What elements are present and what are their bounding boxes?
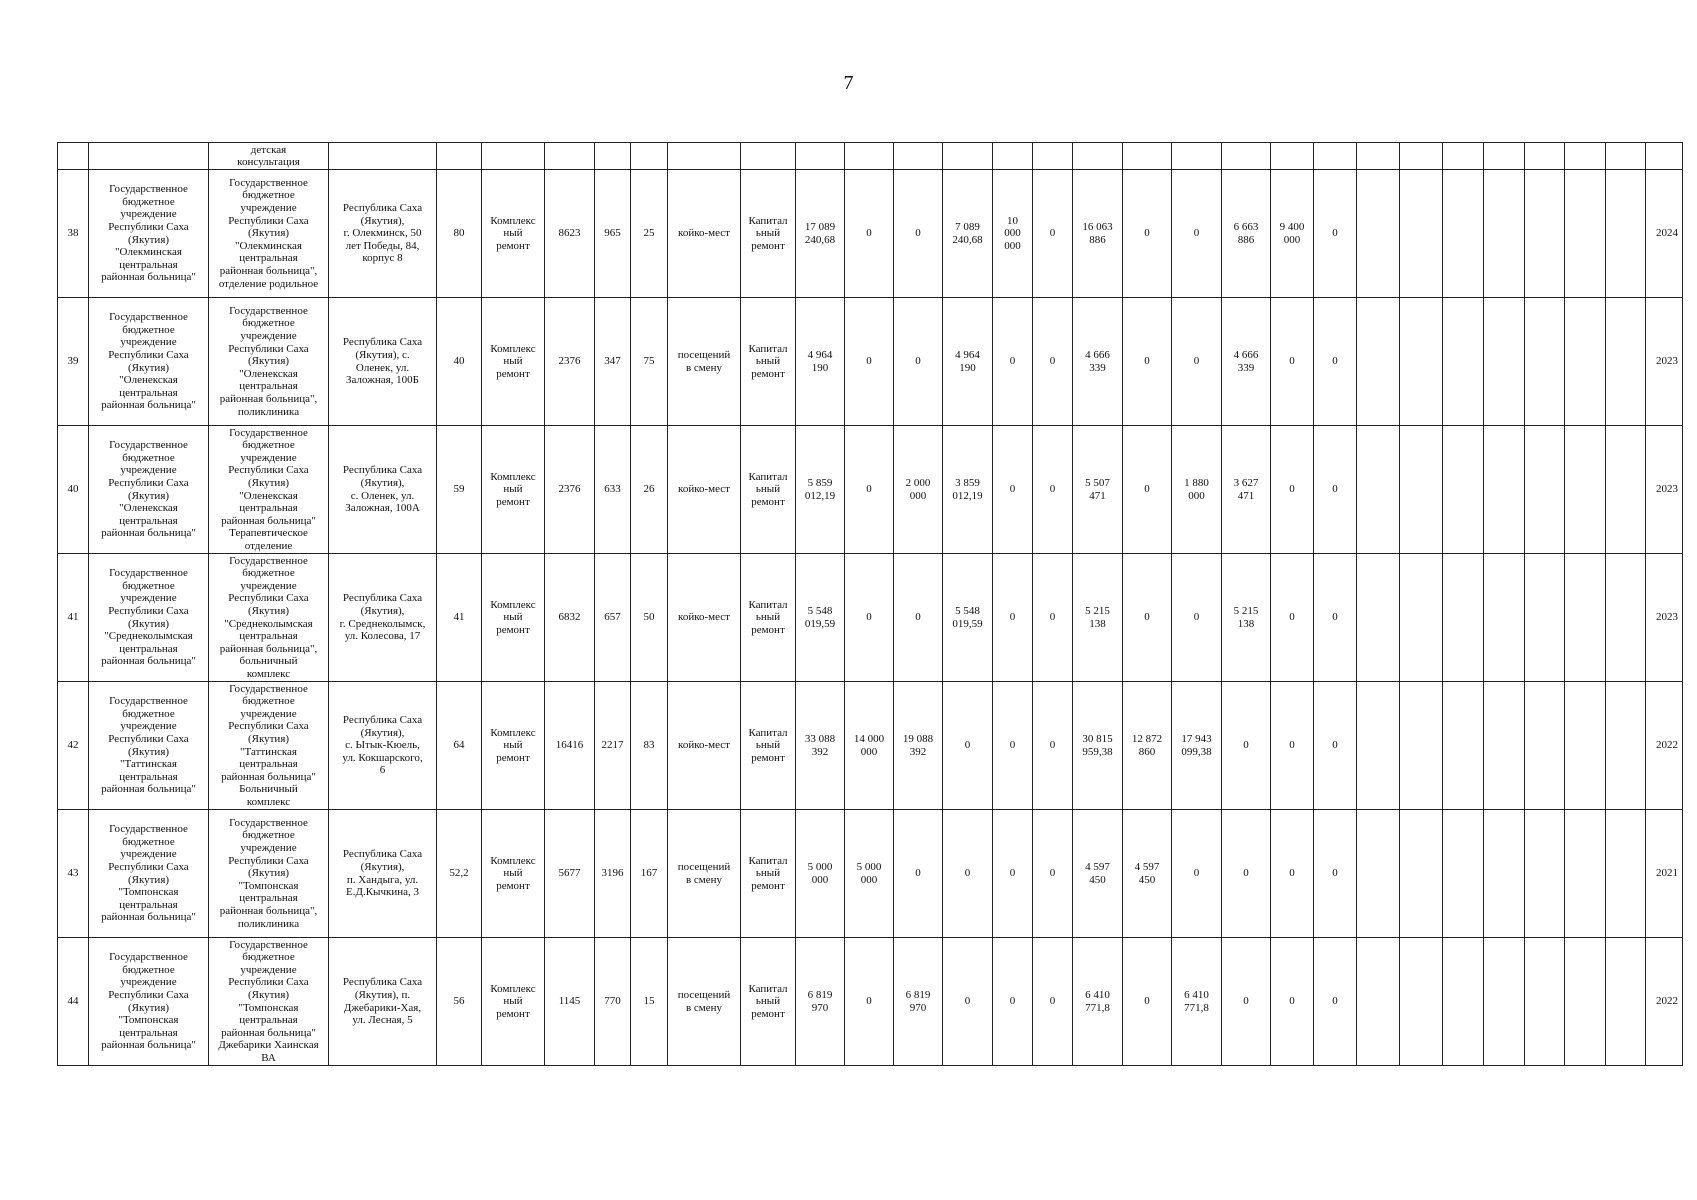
cell-empty (741, 143, 796, 170)
cell-amount: 5 548 019,59 (943, 554, 993, 682)
cell-capacity: 40 (437, 298, 482, 426)
cell-empty (1400, 682, 1443, 810)
cell-amount: 0 (943, 938, 993, 1066)
cell-capacity: 59 (437, 426, 482, 554)
cell-year: 2023 (1646, 426, 1683, 554)
cell-empty (1271, 143, 1314, 170)
cell-empty (1357, 554, 1400, 682)
cell-facility-continued: детская консультация (209, 143, 329, 170)
cell-amount: 0 (1314, 298, 1357, 426)
cell-amount: 0 (1123, 170, 1172, 298)
cell-empty (1606, 298, 1646, 426)
cell-empty (89, 143, 209, 170)
cell-empty (1606, 554, 1646, 682)
cell-amount: 0 (1033, 170, 1073, 298)
cell-empty (1646, 143, 1683, 170)
cell-empty (1525, 143, 1565, 170)
cell-amount: 4 597 450 (1123, 810, 1172, 938)
cell-empty (1484, 298, 1525, 426)
cell-empty (1565, 810, 1606, 938)
cell-amount: 7 089 240,68 (943, 170, 993, 298)
cell-amount: 0 (1314, 938, 1357, 1066)
cell-area: 2376 (545, 298, 595, 426)
cell-organization: Государственное бюджетное учреждение Республики Саха (Якутия) "Таттинская центральная районная больница" (89, 682, 209, 810)
cell-empty (1443, 170, 1484, 298)
cell-amount: 1 880 000 (1172, 426, 1222, 554)
cell-amount: 5 859 012,19 (796, 426, 845, 554)
cell-empty (329, 143, 437, 170)
cell-amount: 5 000 000 (796, 810, 845, 938)
cell-empty (1525, 682, 1565, 810)
cell-empty (595, 143, 631, 170)
cell-repair-type: Капитал ьный ремонт (741, 554, 796, 682)
cell-organization: Государственное бюджетное учреждение Республики Саха (Якутия) "Оленекская центральная районная больница" (89, 298, 209, 426)
cell-empty (1525, 170, 1565, 298)
cell-address: Республика Саха (Якутия), с. Оленек, ул. Заложная, 100Б (329, 298, 437, 426)
cell-empty (1484, 426, 1525, 554)
cell-amount: 0 (1271, 682, 1314, 810)
cell-amount: 19 088 392 (894, 682, 943, 810)
cell-unit: койко-мест (668, 426, 741, 554)
cell-empty (1565, 938, 1606, 1066)
cell-row-number: 41 (58, 554, 89, 682)
cell-empty (1484, 143, 1525, 170)
cell-organization: Государственное бюджетное учреждение Республики Саха (Якутия) "Томпонская центральная районная больница" (89, 938, 209, 1066)
cell-amount: 17 943 099,38 (1172, 682, 1222, 810)
cell-empty (58, 143, 89, 170)
cell-empty (1123, 143, 1172, 170)
cell-amount: 5 215 138 (1073, 554, 1123, 682)
table-row (58, 298, 1683, 426)
cell-amount: 0 (1033, 298, 1073, 426)
cell-year: 2021 (1646, 810, 1683, 938)
cell-empty (1525, 938, 1565, 1066)
cell-amount: 0 (1033, 426, 1073, 554)
cell-facility: Государственное бюджетное учреждение Республики Саха (Якутия) "Оленекская центральная районная больница", поликлиника (209, 298, 329, 426)
table-row (58, 170, 1683, 298)
cell-amount: 4 964 190 (796, 298, 845, 426)
cell-empty (1565, 143, 1606, 170)
cell-value-1: 3196 (595, 810, 631, 938)
cell-unit: койко-мест (668, 170, 741, 298)
cell-row-number: 43 (58, 810, 89, 938)
cell-amount: 0 (943, 810, 993, 938)
cell-work-type: Комплекс ный ремонт (482, 938, 545, 1066)
cell-empty (796, 143, 845, 170)
cell-empty (437, 143, 482, 170)
cell-empty (1400, 810, 1443, 938)
cell-amount: 0 (845, 170, 894, 298)
cell-empty (1443, 143, 1484, 170)
cell-amount: 0 (1314, 682, 1357, 810)
cell-empty (1357, 810, 1400, 938)
cell-amount: 0 (1172, 298, 1222, 426)
cell-empty (1172, 143, 1222, 170)
cell-amount: 5 215 138 (1222, 554, 1271, 682)
cell-amount: 10 000 000 (993, 170, 1033, 298)
cell-amount: 0 (993, 426, 1033, 554)
table-body (58, 143, 1683, 1066)
cell-capacity: 52,2 (437, 810, 482, 938)
cell-year: 2022 (1646, 682, 1683, 810)
cell-work-type: Комплекс ный ремонт (482, 426, 545, 554)
cell-repair-type: Капитал ьный ремонт (741, 938, 796, 1066)
cell-area: 1145 (545, 938, 595, 1066)
cell-amount: 4 597 450 (1073, 810, 1123, 938)
cell-address: Республика Саха (Якутия), г. Среднеколымск, ул. Колесова, 17 (329, 554, 437, 682)
cell-amount: 0 (993, 298, 1033, 426)
cell-unit: посещений в смену (668, 810, 741, 938)
cell-empty (1484, 682, 1525, 810)
cell-amount: 0 (1222, 938, 1271, 1066)
cell-amount: 6 663 886 (1222, 170, 1271, 298)
cell-amount: 4 666 339 (1222, 298, 1271, 426)
cell-empty (1443, 682, 1484, 810)
cell-empty (1484, 554, 1525, 682)
cell-empty (1357, 298, 1400, 426)
cell-amount: 0 (845, 938, 894, 1066)
cell-area: 16416 (545, 682, 595, 810)
cell-facility: Государственное бюджетное учреждение Республики Саха (Якутия) "Томпонская центральная районная больница" Джебарики Хаинская ВА (209, 938, 329, 1066)
cell-empty (1400, 554, 1443, 682)
cell-repair-type: Капитал ьный ремонт (741, 682, 796, 810)
cell-empty (1222, 143, 1271, 170)
cell-amount: 0 (894, 298, 943, 426)
cell-empty (1357, 170, 1400, 298)
cell-row-number: 42 (58, 682, 89, 810)
cell-organization: Государственное бюджетное учреждение Республики Саха (Якутия) "Среднеколымская центральная районная больница" (89, 554, 209, 682)
table-row-continued (58, 143, 1683, 170)
cell-capacity: 41 (437, 554, 482, 682)
cell-empty (1565, 426, 1606, 554)
cell-amount: 6 819 970 (796, 938, 845, 1066)
cell-unit: посещений в смену (668, 298, 741, 426)
cell-value-1: 770 (595, 938, 631, 1066)
cell-empty (1400, 170, 1443, 298)
cell-value-2: 26 (631, 426, 668, 554)
cell-empty (1565, 682, 1606, 810)
cell-area: 6832 (545, 554, 595, 682)
cell-empty (1525, 810, 1565, 938)
cell-amount: 0 (993, 554, 1033, 682)
cell-amount: 0 (1033, 554, 1073, 682)
cell-empty (668, 143, 741, 170)
cell-amount: 3 627 471 (1222, 426, 1271, 554)
cell-year: 2023 (1646, 554, 1683, 682)
cell-year: 2024 (1646, 170, 1683, 298)
cell-value-1: 657 (595, 554, 631, 682)
cell-empty (1033, 143, 1073, 170)
cell-value-1: 347 (595, 298, 631, 426)
cell-amount: 0 (894, 170, 943, 298)
cell-amount: 9 400 000 (1271, 170, 1314, 298)
cell-amount: 0 (993, 938, 1033, 1066)
cell-value-2: 83 (631, 682, 668, 810)
cell-empty (1606, 170, 1646, 298)
cell-amount: 5 507 471 (1073, 426, 1123, 554)
cell-amount: 0 (1271, 426, 1314, 554)
cell-empty (1443, 938, 1484, 1066)
cell-empty (1400, 298, 1443, 426)
cell-capacity: 56 (437, 938, 482, 1066)
cell-amount: 0 (1271, 938, 1314, 1066)
cell-amount: 0 (1314, 810, 1357, 938)
cell-work-type: Комплекс ный ремонт (482, 170, 545, 298)
cell-amount: 0 (845, 554, 894, 682)
cell-year: 2023 (1646, 298, 1683, 426)
cell-amount: 30 815 959,38 (1073, 682, 1123, 810)
cell-facility: Государственное бюджетное учреждение Республики Саха (Якутия) "Среднеколымская центральная районная больница", больничный комплекс (209, 554, 329, 682)
cell-amount: 0 (894, 810, 943, 938)
cell-empty (1357, 938, 1400, 1066)
cell-amount: 14 000 000 (845, 682, 894, 810)
cell-capacity: 64 (437, 682, 482, 810)
cell-empty (1357, 143, 1400, 170)
cell-amount: 0 (1314, 170, 1357, 298)
cell-amount: 4 666 339 (1073, 298, 1123, 426)
cell-empty (894, 143, 943, 170)
cell-value-2: 75 (631, 298, 668, 426)
cell-area: 5677 (545, 810, 595, 938)
cell-amount: 0 (1271, 554, 1314, 682)
cell-amount: 0 (993, 810, 1033, 938)
cell-repair-type: Капитал ьный ремонт (741, 810, 796, 938)
cell-empty (631, 143, 668, 170)
investment-table (57, 142, 1683, 1066)
cell-amount: 0 (1271, 298, 1314, 426)
cell-amount: 0 (1271, 810, 1314, 938)
cell-amount: 6 819 970 (894, 938, 943, 1066)
cell-work-type: Комплекс ный ремонт (482, 554, 545, 682)
cell-empty (1565, 170, 1606, 298)
cell-amount: 0 (845, 298, 894, 426)
cell-amount: 0 (1172, 170, 1222, 298)
cell-empty (1443, 298, 1484, 426)
cell-empty (1357, 426, 1400, 554)
cell-facility: Государственное бюджетное учреждение Республики Саха (Якутия) "Таттинская центральная районная больница" Больничный комплекс (209, 682, 329, 810)
cell-empty (993, 143, 1033, 170)
cell-amount: 0 (1123, 298, 1172, 426)
cell-empty (1400, 938, 1443, 1066)
cell-year: 2022 (1646, 938, 1683, 1066)
cell-amount: 0 (1314, 554, 1357, 682)
table-row (58, 426, 1683, 554)
cell-amount: 0 (1033, 682, 1073, 810)
cell-unit: койко-мест (668, 682, 741, 810)
cell-empty (1606, 810, 1646, 938)
cell-area: 2376 (545, 426, 595, 554)
cell-amount: 4 964 190 (943, 298, 993, 426)
cell-row-number: 38 (58, 170, 89, 298)
cell-repair-type: Капитал ьный ремонт (741, 298, 796, 426)
cell-empty (1525, 298, 1565, 426)
cell-organization: Государственное бюджетное учреждение Республики Саха (Якутия) "Оленекская центральная районная больница" (89, 426, 209, 554)
cell-value-2: 15 (631, 938, 668, 1066)
table-row (58, 554, 1683, 682)
cell-value-2: 25 (631, 170, 668, 298)
cell-amount: 0 (1222, 810, 1271, 938)
table-row (58, 938, 1683, 1066)
cell-empty (1400, 426, 1443, 554)
cell-empty (1484, 938, 1525, 1066)
cell-empty (1443, 810, 1484, 938)
cell-empty (1400, 143, 1443, 170)
cell-amount: 0 (1222, 682, 1271, 810)
cell-empty (1525, 426, 1565, 554)
cell-amount: 2 000 000 (894, 426, 943, 554)
cell-empty (1357, 682, 1400, 810)
cell-address: Республика Саха (Якутия), г. Олекминск, 50 лет Победы, 84, корпус 8 (329, 170, 437, 298)
cell-empty (1443, 554, 1484, 682)
cell-amount: 12 872 860 (1123, 682, 1172, 810)
cell-organization: Государственное бюджетное учреждение Республики Саха (Якутия) "Олекминская центральная районная больница" (89, 170, 209, 298)
cell-amount: 16 063 886 (1073, 170, 1123, 298)
cell-amount: 0 (1314, 426, 1357, 554)
cell-row-number: 44 (58, 938, 89, 1066)
cell-amount: 0 (1033, 938, 1073, 1066)
cell-work-type: Комплекс ный ремонт (482, 810, 545, 938)
cell-repair-type: Капитал ьный ремонт (741, 426, 796, 554)
cell-empty (1565, 298, 1606, 426)
cell-value-1: 965 (595, 170, 631, 298)
investment-table-wrap (57, 142, 1678, 1066)
cell-empty (1525, 554, 1565, 682)
cell-amount: 0 (894, 554, 943, 682)
cell-empty (1606, 143, 1646, 170)
cell-work-type: Комплекс ный ремонт (482, 298, 545, 426)
table-row (58, 682, 1683, 810)
cell-empty (1484, 170, 1525, 298)
cell-unit: койко-мест (668, 554, 741, 682)
cell-amount: 0 (1123, 426, 1172, 554)
cell-address: Республика Саха (Якутия), с. Ытык-Кюель, ул. Кокшарского, 6 (329, 682, 437, 810)
cell-organization: Государственное бюджетное учреждение Республики Саха (Якутия) "Томпонская центральная районная больница" (89, 810, 209, 938)
cell-amount: 0 (1033, 810, 1073, 938)
cell-amount: 0 (943, 682, 993, 810)
cell-empty (482, 143, 545, 170)
cell-address: Республика Саха (Якутия), с. Оленек, ул. Заложная, 100А (329, 426, 437, 554)
cell-empty (845, 143, 894, 170)
table-row (58, 810, 1683, 938)
cell-amount: 17 089 240,68 (796, 170, 845, 298)
page-number: 7 (843, 72, 854, 94)
cell-empty (1484, 810, 1525, 938)
cell-repair-type: Капитал ьный ремонт (741, 170, 796, 298)
cell-amount: 3 859 012,19 (943, 426, 993, 554)
cell-amount: 0 (993, 682, 1033, 810)
cell-amount: 5 548 019,59 (796, 554, 845, 682)
cell-value-1: 633 (595, 426, 631, 554)
cell-amount: 6 410 771,8 (1172, 938, 1222, 1066)
cell-row-number: 39 (58, 298, 89, 426)
cell-empty (1565, 554, 1606, 682)
cell-amount: 33 088 392 (796, 682, 845, 810)
cell-address: Республика Саха (Якутия), п. Хандыга, ул. Е.Д.Кычкина, 3 (329, 810, 437, 938)
cell-empty (1443, 426, 1484, 554)
cell-empty (943, 143, 993, 170)
cell-empty (1073, 143, 1123, 170)
cell-value-1: 2217 (595, 682, 631, 810)
cell-row-number: 40 (58, 426, 89, 554)
cell-unit: посещений в смену (668, 938, 741, 1066)
cell-empty (1606, 938, 1646, 1066)
cell-work-type: Комплекс ный ремонт (482, 682, 545, 810)
cell-facility: Государственное бюджетное учреждение Республики Саха (Якутия) "Оленекская центральная районная больница" Терапевтическое отделение (209, 426, 329, 554)
cell-empty (1314, 143, 1357, 170)
cell-empty (545, 143, 595, 170)
cell-facility: Государственное бюджетное учреждение Республики Саха (Якутия) "Томпонская центральная районная больница", поликлиника (209, 810, 329, 938)
cell-area: 8623 (545, 170, 595, 298)
cell-address: Республика Саха (Якутия), п. Джебарики-Хая, ул. Лесная, 5 (329, 938, 437, 1066)
cell-value-2: 167 (631, 810, 668, 938)
cell-amount: 0 (1172, 554, 1222, 682)
cell-amount: 0 (1123, 554, 1172, 682)
cell-empty (1606, 426, 1646, 554)
cell-empty (1606, 682, 1646, 810)
cell-amount: 5 000 000 (845, 810, 894, 938)
cell-facility: Государственное бюджетное учреждение Республики Саха (Якутия) "Олекминская центральная районная больница", отделение родильное (209, 170, 329, 298)
cell-amount: 0 (1123, 938, 1172, 1066)
cell-capacity: 80 (437, 170, 482, 298)
cell-amount: 0 (1172, 810, 1222, 938)
cell-value-2: 50 (631, 554, 668, 682)
cell-amount: 6 410 771,8 (1073, 938, 1123, 1066)
cell-amount: 0 (845, 426, 894, 554)
